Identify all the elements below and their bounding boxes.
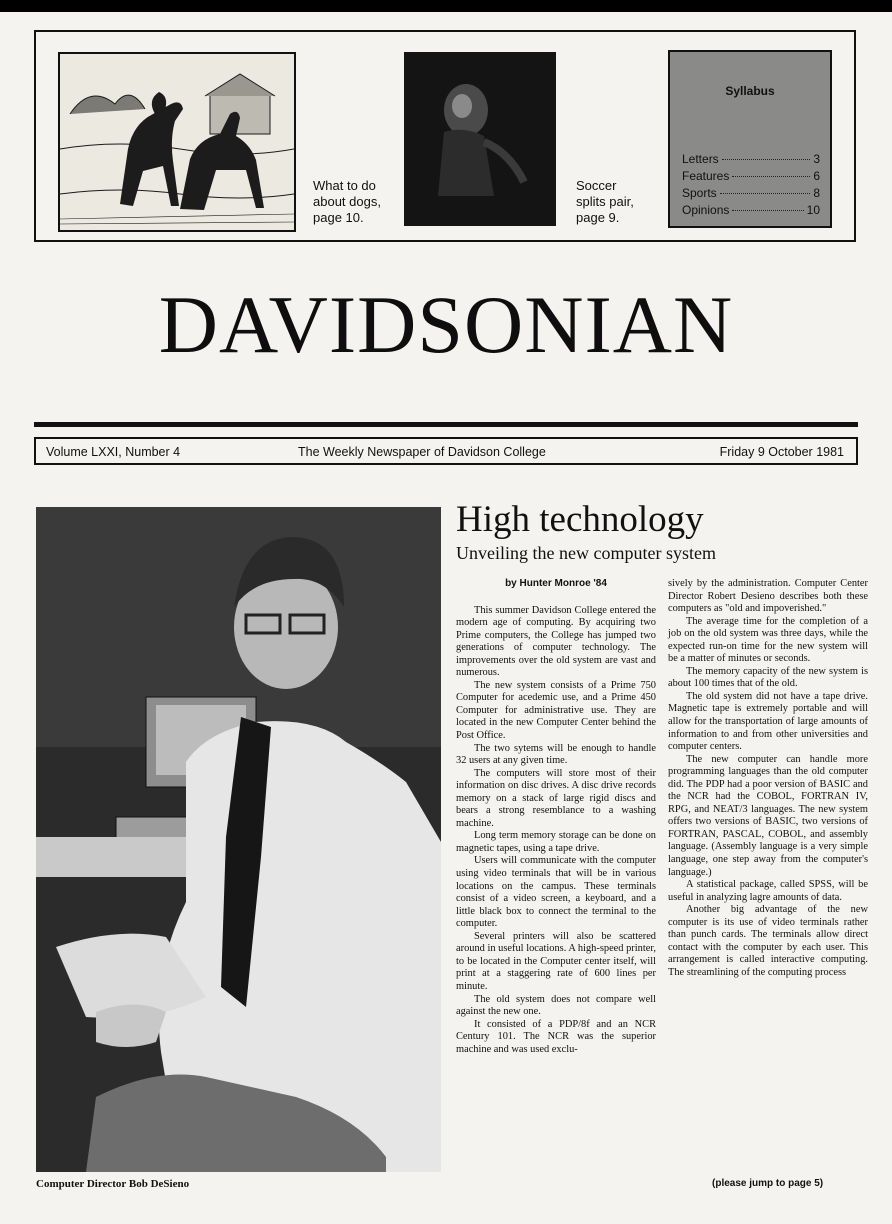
soccer-photo[interactable]: [404, 52, 556, 226]
teaser-box: [34, 30, 856, 242]
article-paragraph: Several printers will also be scattered around in useful locations. A high-speed printer, to be located in the Computer center itself, will print at a staggering rate of 600 lines per minute.: [456, 930, 656, 992]
article-paragraph: The computers will store most of their information on disc drives. A disc drive records memory on a stack of large rigid discs and bears a strong resemblance to a washing machine.: [456, 767, 656, 829]
syllabus-item-opinions[interactable]: Opinions 10: [682, 203, 820, 217]
article-column-1: [456, 578, 656, 1056]
syllabus-item-letters[interactable]: Letters 3: [682, 152, 820, 166]
article-paragraph: The old system does not compare well against the new one.: [456, 993, 656, 1018]
soccer-player-image: [404, 52, 556, 226]
photo-caption: Computer Director Bob DeSieno: [36, 1178, 190, 1190]
article-paragraph: A statistical package, called SPSS, will be useful in analyzing lagre amounts of data.: [668, 879, 868, 903]
article-paragraph: Long term memory storage can be done on magnetic tapes, using a tape drive.: [456, 830, 656, 854]
article-paragraph: It consisted of a PDP/8f and an NCR Century 101. The NCR was the superior machine and was used exclu-: [456, 1018, 656, 1055]
article-byline: by Hunter Monroe '84: [505, 578, 607, 589]
director-photo[interactable]: [36, 507, 441, 1172]
syllabus-item-features[interactable]: Features 6: [682, 169, 820, 183]
article-paragraph: The average time for the completion of a job on the old system was three days, while the expected run-on time for the new system will be a matter of minutes or seconds.: [668, 615, 868, 665]
article-paragraph: The new computer can handle more programming languages than the old computer did. The PDP had a poor version of BASIC and the NCR had the COBOL, FORTRAN IV, RPG, and NEAT/3 languages. The new system offers two versions of BASIC, two versions of FORTRAN, PASCAL, COBOL, and assembly language. (Assembly language is a very simple language, one step away from the computer's language.): [668, 753, 868, 878]
soccer-caption[interactable]: Soccer splits pair, page 9.: [576, 178, 634, 225]
info-bar: [34, 437, 858, 465]
article-paragraph: sively by the administration. Computer Center Director Robert Desieno describes both these computers as "old and impoverished.": [668, 578, 868, 615]
article-paragraph: This summer Davidson College entered the modern age of computing. By acquiring two Prime computers, the College has jumped two generations of computer technology. The improvements over the old system are vast and numerous.: [456, 604, 656, 679]
volume-number: Volume LXXI, Number 4: [46, 445, 181, 459]
paper-tagline: The Weekly Newspaper of Davidson College: [298, 445, 546, 459]
syllabus-box: [668, 50, 832, 228]
article-subhead: Unveiling the new computer system: [456, 543, 716, 563]
dogs-caption[interactable]: What to do about dogs, page 10.: [313, 178, 381, 225]
newspaper-page: [0, 12, 892, 1224]
man-with-computer-image: [36, 507, 441, 1172]
masthead-title: DAVIDSONIAN: [158, 279, 734, 370]
article-headline[interactable]: High technology: [456, 499, 704, 540]
article-paragraph: The two sytems will be enough to handle 32 users at any given time.: [456, 742, 656, 767]
article-paragraph: The old system did not have a tape drive. Magnetic tape is extremely portable and will allow for the transportation of large amounts of information to and from other universities and computer centers.: [668, 690, 868, 753]
syllabus-title: Syllabus: [725, 84, 775, 98]
article-paragraph: Users will communicate with the computer using video terminals that will be in various locations on the campus. These terminals consist of a video screen, a keyboard, and a little black box to connect the terminal to the computer.: [456, 855, 656, 930]
syllabus-item-sports[interactable]: Sports 8: [682, 186, 820, 200]
article-paragraph: Another big advantage of the new computer is its use of video terminals rather than punch cards. The terminals allow direct contact with the computer by each user. This arrangement is called interactive computing. The streamlining of the computing process: [668, 904, 868, 978]
article-column-2: [668, 578, 868, 980]
masthead-rule: [34, 422, 858, 427]
article-paragraph: The memory capacity of the new system is about 100 times that of the old.: [668, 665, 868, 690]
jump-to-page-link[interactable]: (please jump to page 5): [712, 1178, 824, 1189]
issue-date: Friday 9 October 1981: [719, 445, 844, 459]
article-paragraph: The new system consists of a Prime 750 Computer for acedemic use, and a Prime 450 Computer for administrative use. They are located in the new Computer Center behind the Post Office.: [456, 679, 656, 742]
dogs-drawing: [60, 54, 294, 230]
dogs-illustration[interactable]: [58, 52, 296, 232]
